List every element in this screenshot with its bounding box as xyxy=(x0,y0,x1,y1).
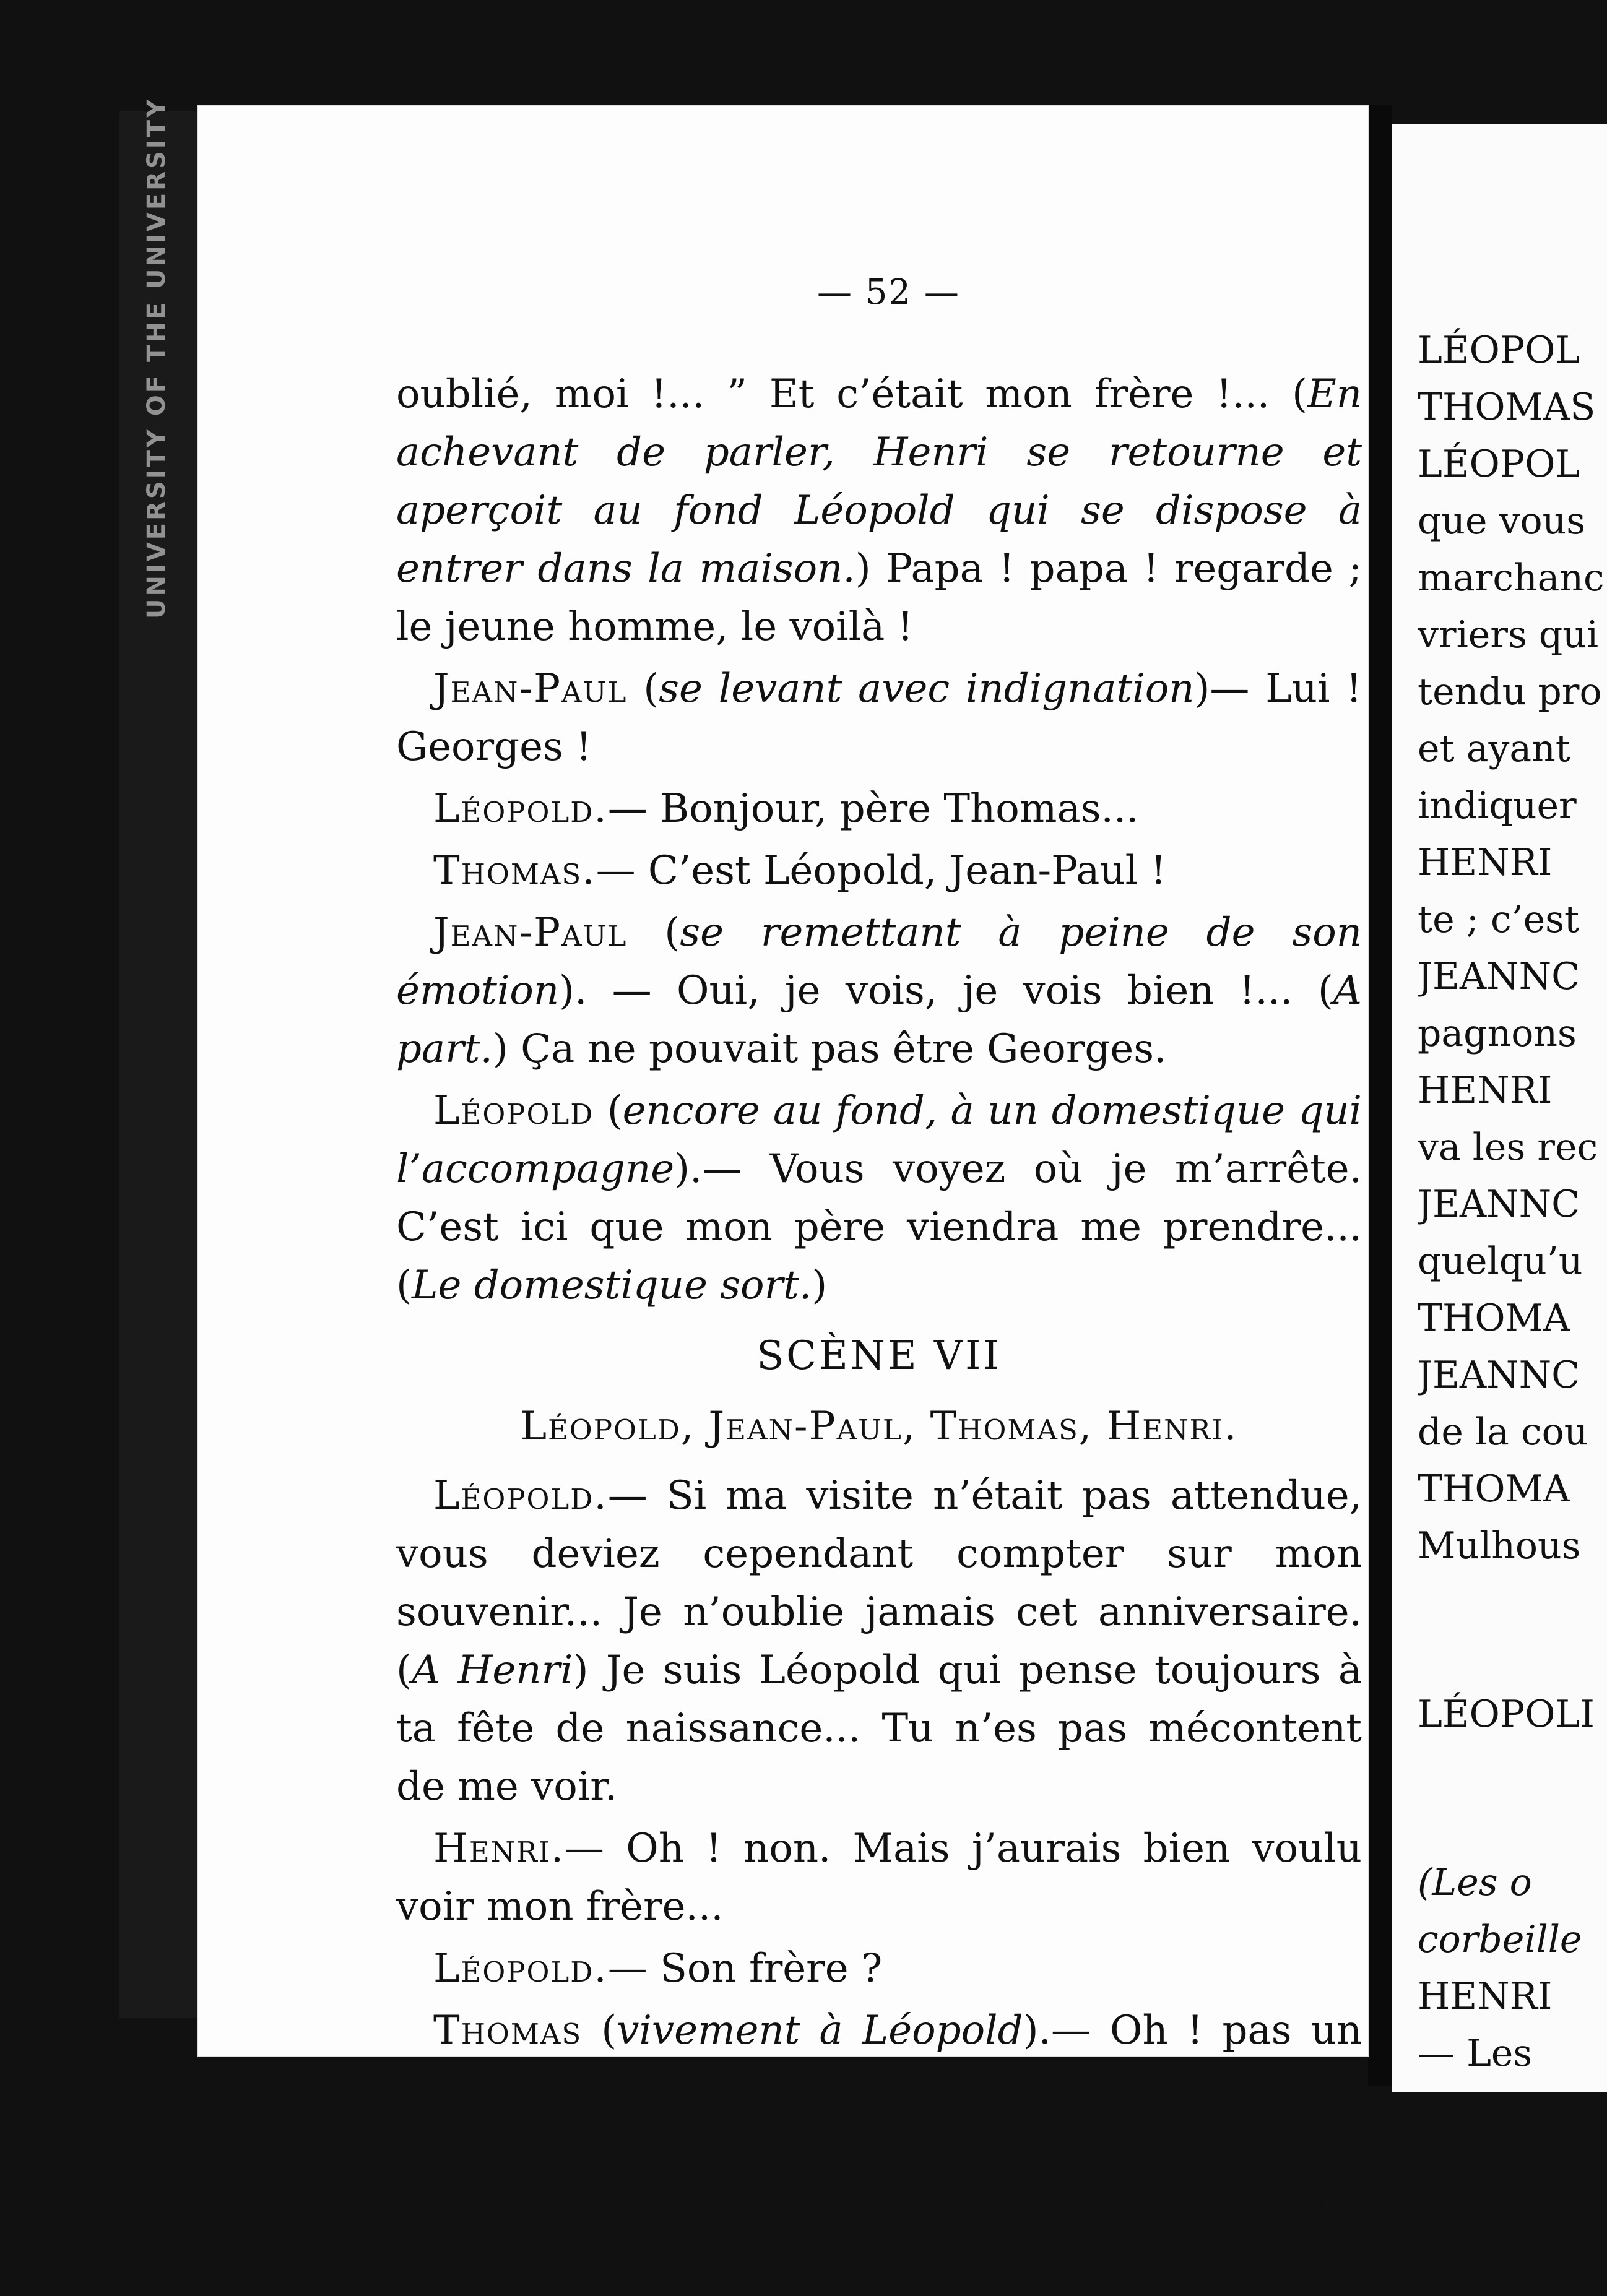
right-line: JEANNC xyxy=(1418,955,1580,998)
right-page-text xyxy=(1418,322,1607,2082)
right-line: te ; c’est xyxy=(1418,898,1580,941)
right-spacer xyxy=(1418,1574,1607,1686)
speaker: Jean-Paul xyxy=(433,666,628,712)
cast-list: Léopold, Jean-Paul, Thomas, Henri. xyxy=(520,1404,1238,1449)
right-line: LÉOPOL xyxy=(1418,442,1580,486)
paragraph-9 xyxy=(396,1940,1362,1998)
dialogue: .— Vous voyez où je m’arrête. C’est ici que mon père viendra me prendre... ( xyxy=(396,1146,1362,1308)
speaker: Henri. xyxy=(433,1826,565,1871)
right-line: — Les xyxy=(1418,2032,1533,2075)
right-line: de la cou xyxy=(1418,1410,1588,1454)
dialogue: — Son frère ? xyxy=(607,1946,883,1992)
paragraph-2: Jean-Paul (se levant avec indignation)— Lui ! Georges ! xyxy=(396,666,1362,770)
paragraph-3 xyxy=(396,780,1362,838)
right-line: (Les o xyxy=(1418,1861,1532,1904)
aside: A Henri xyxy=(411,1647,573,1693)
speaker: Jean-Paul xyxy=(433,910,628,956)
page-text xyxy=(396,365,1362,2296)
right-line: va les rec xyxy=(1418,1126,1598,1169)
scene-title: SCÈNE VII xyxy=(756,1333,1002,1379)
paragraph-1 xyxy=(396,365,1362,656)
dialogue: ) Mais comment vous trouvez-vous en cette ville ? ( xyxy=(396,2124,1362,2286)
page-number: — 52 — xyxy=(817,272,960,313)
right-line: Mulhous xyxy=(1418,1524,1581,1568)
right-line: LÉOPOLI xyxy=(1418,1693,1595,1736)
spine-label: UNIVERSITY OF THE UNIVERSITY xyxy=(142,97,171,619)
speaker: Léopold xyxy=(433,1088,594,1134)
dialogue: .— Oh ! pas un mot de Georges devant Jean-Paul ; plus tard, quand nous serons seuls, je vous dirai... ( xyxy=(396,2008,1362,2170)
right-line: THOMA xyxy=(1418,1467,1570,1511)
stage-direction: se levant avec indignation xyxy=(659,666,1195,712)
dialogue: ) Ça ne pouvait pas être Georges. xyxy=(492,1026,1167,1072)
paragraph-7 xyxy=(396,1467,1362,1816)
right-line: HENRI xyxy=(1418,1069,1553,1112)
right-line: indiquer xyxy=(1418,784,1577,827)
dialogue: — Oh ! non. Mais j’aurais bien voulu voir mon frère... xyxy=(396,1826,1362,1930)
right-line: THOMAS xyxy=(1418,386,1596,429)
speaker: Léopold. xyxy=(433,786,608,832)
right-line: corbeille xyxy=(1418,1918,1582,1961)
right-line: vriers qui xyxy=(1418,613,1599,657)
aside: A part. xyxy=(396,968,1362,1072)
aside: Haut. xyxy=(1234,2124,1347,2170)
p1-text-a: oublié, moi !... ” Et c’était mon frère !... ( xyxy=(396,371,1308,417)
dialogue: ) Je suis Léopold qui pense toujours à ta fête de naissance... Tu n’es pas mécontent de me voir. xyxy=(396,1647,1362,1810)
stage-direction: Le domestique sort. xyxy=(411,1262,812,1308)
right-line: pagnons xyxy=(1418,1012,1577,1055)
page-gutter xyxy=(1368,105,1392,2086)
right-line: JEANNC xyxy=(1418,1353,1580,1397)
speaker: Thomas xyxy=(433,2008,583,2053)
stage-direction: vivement à Léopold xyxy=(617,2008,1023,2053)
speaker: Léopold. xyxy=(433,1946,608,1992)
right-line: JEANNC xyxy=(1418,1183,1580,1226)
dialogue: . — Oui, je vois, je vois bien !... ( xyxy=(574,968,1333,1014)
right-line: que vous xyxy=(1418,499,1586,543)
speaker: Thomas. xyxy=(433,848,596,894)
right-line: HENRI xyxy=(1418,841,1553,884)
right-line: THOMA xyxy=(1418,1297,1570,1340)
dialogue: — Bonjour, père Thomas... xyxy=(607,786,1139,832)
speaker: Léopold. xyxy=(433,1473,608,1519)
stage-direction: Henri est allé près de son père. xyxy=(445,2240,1079,2286)
paragraph-5: Jean-Paul (se remettant à peine de son émotion). — Oui, je vois, je vois bien !... (A part.) Ça ne pouvait pas être Georges. xyxy=(396,910,1362,1072)
p1-text-b: ) Papa ! papa ! regarde ; le jeune homme, le voilà ! xyxy=(396,546,1362,650)
right-line: HENRI xyxy=(1418,1975,1553,2018)
dialogue: — C’est Léopold, Jean-Paul ! xyxy=(596,848,1167,894)
dialogue: — Lui ! Georges ! xyxy=(396,666,1362,770)
right-line: LÉOPOL xyxy=(1418,329,1580,372)
p1-stage-direction: En achevant de parler, Henri se retourne et aperçoit au fond Léopold qui se dispose à entrer dans la maison. xyxy=(396,371,1362,592)
right-spacer xyxy=(1418,1743,1607,1854)
stage-direction: encore au fond, à un domestique qui l’accompagne xyxy=(396,1088,1362,1192)
dialogue: ) xyxy=(1078,2240,1094,2286)
right-line: tendu pro xyxy=(1418,670,1602,714)
paragraph-8 xyxy=(396,1819,1362,1936)
dialogue: — Si ma visite n’était pas attendue, vous deviez cependant compter sur mon souvenir... Je n’oublie jamais cet anniversaire. ( xyxy=(396,1473,1362,1693)
right-line: marchanc xyxy=(1418,556,1605,600)
stage-direction: se remettant à peine de son émotion xyxy=(396,910,1362,1014)
dialogue: ) xyxy=(812,1262,828,1308)
right-line: quelqu’u xyxy=(1418,1240,1583,1283)
paragraph-6: Léopold (encore au fond, à un domestique qui l’accompagne).— Vous voyez où je m’arrête. C’est ici que mon père viendra me prendre... (Le domestique sort.) xyxy=(396,1088,1362,1308)
paragraph-10: Thomas (vivement à Léopold).— Oh ! pas un mot de Georges devant Jean-Paul ; plus tard, quand nous serons seuls, je vous dirai... (Haut.) Mais comment vous trouvez-vous en cette ville ? (Henri est allé près de son père.) xyxy=(396,2008,1362,2286)
paragraph-4 xyxy=(396,842,1362,900)
right-line: et ayant xyxy=(1418,727,1570,770)
